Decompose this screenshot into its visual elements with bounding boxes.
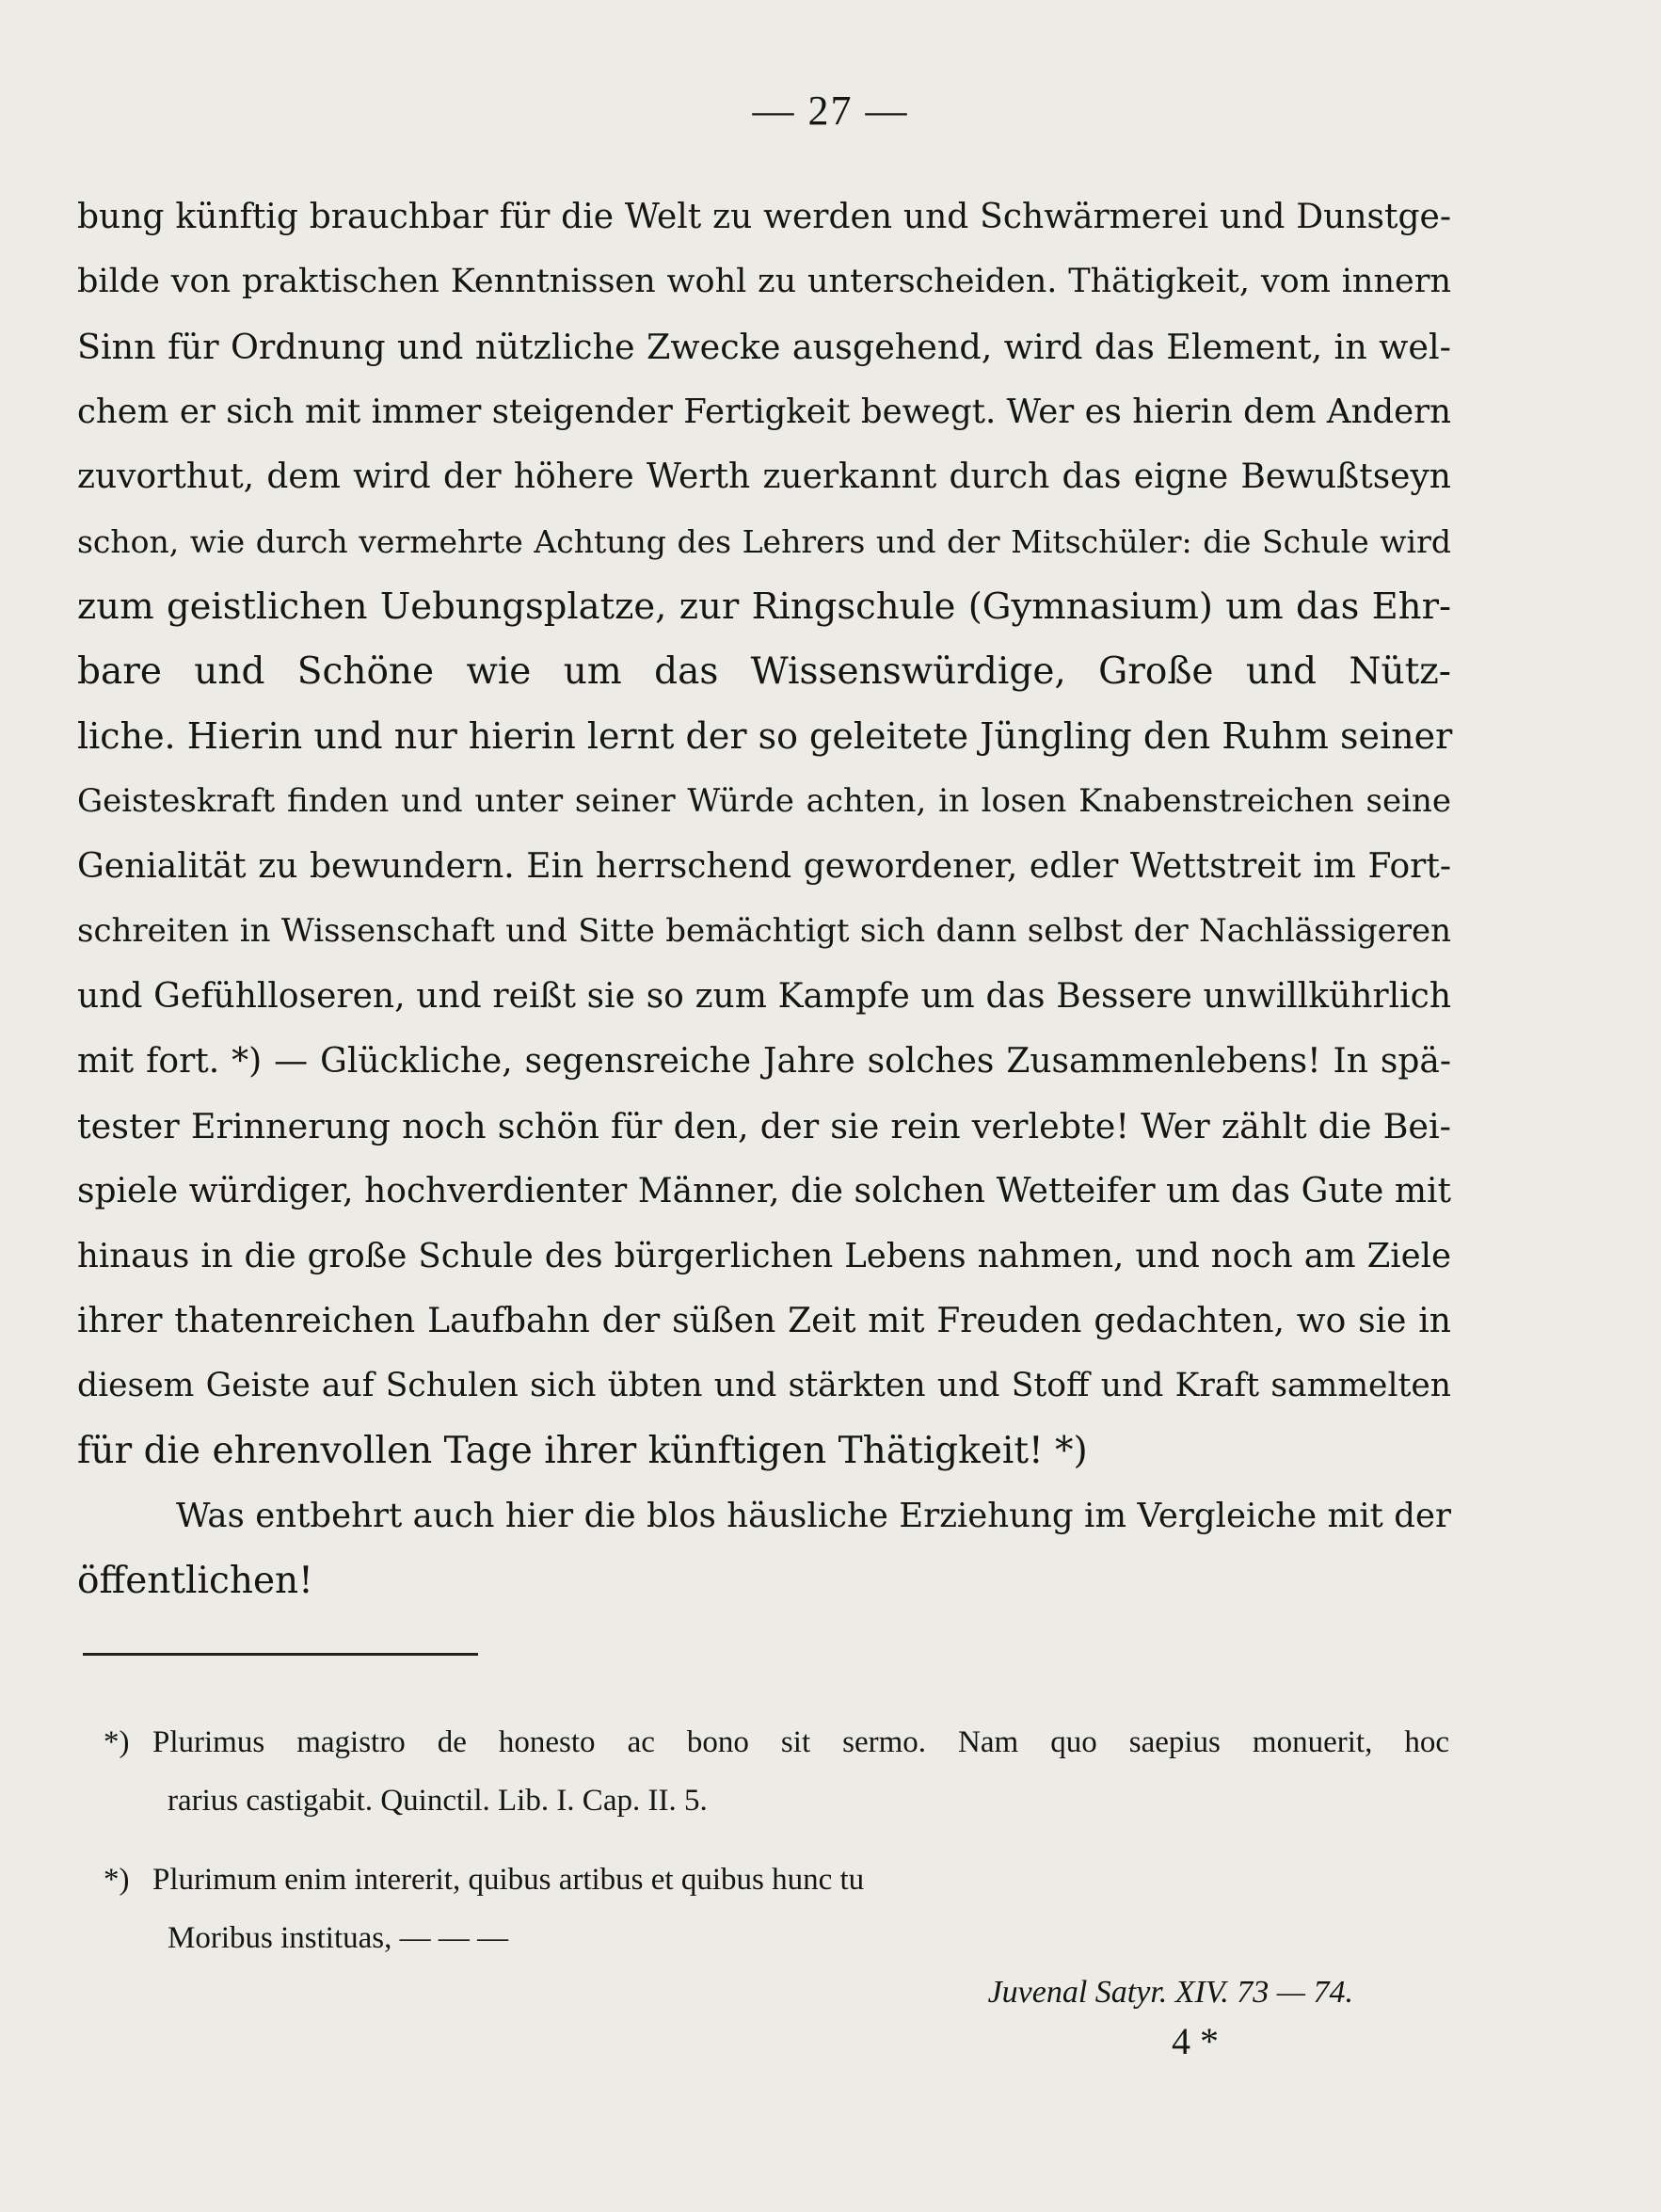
- footnote-divider: [83, 1653, 478, 1656]
- footnote-mark: *): [104, 1863, 130, 1897]
- text-line: diesem Geiste auf Schulen sich übten und stärkten und Stoff und Kraft sammelten: [77, 1367, 1451, 1404]
- footnote-line: rarius castigabit. Quinctil. Lib. I. Cap. II. 5.: [168, 1784, 708, 1818]
- text-line: öffentlichen!: [77, 1560, 313, 1602]
- citation: Juvenal Satyr. XIV. 73 — 74.: [987, 1975, 1353, 2010]
- text-line: Was entbehrt auch hier die blos häusliche Erziehung im Vergleiche mit der: [176, 1497, 1451, 1535]
- footnote-line: Moribus instituas, — — —: [168, 1921, 509, 1955]
- footnote-line: [104, 1713, 1449, 1771]
- signature-mark: 4 *: [1172, 2020, 1219, 2062]
- text-line: für die ehrenvollen Tage ihrer künftigen Thätigkeit! *): [77, 1430, 1088, 1472]
- main-text: [77, 184, 1451, 1613]
- footnote-line: [104, 1851, 1449, 1909]
- text-line: Geisteskraft finden und unter seiner Würde achten, in losen Knabenstreichen seine: [77, 782, 1451, 820]
- footnotes: [104, 1713, 1449, 1967]
- text-line: und Gefühlloseren, und reißt sie so zum Kampfe um das Bessere unwillkührlich: [77, 977, 1451, 1016]
- footnote-mark: *): [104, 1725, 130, 1759]
- text-line: spiele würdiger, hochverdienter Männer, die solchen Wetteifer um das Gute mit: [77, 1172, 1451, 1210]
- text-line: Sinn für Ordnung und nützliche Zwecke ausgehend, wird das Element, in wel-: [77, 327, 1451, 367]
- text-line: chem er sich mit immer steigender Fertigkeit bewegt. Wer es hierin dem Andern: [77, 393, 1451, 431]
- text-line: bung künftig brauchbar für die Welt zu werden und Schwärmerei und Dunstge-: [77, 198, 1451, 236]
- footnote-text: Plurimum enim intererit, quibus artibus et quibus hunc tu: [152, 1863, 865, 1897]
- text-line: ihrer thatenreichen Laufbahn der süßen Zeit mit Freuden gedachten, wo sie in: [77, 1302, 1451, 1340]
- text-line: tester Erinnerung noch schön für den, der sie rein verlebte! Wer zählt die Bei-: [77, 1106, 1451, 1146]
- footnote-text: Plurimus magistro de honesto ac bono sit sermo. Nam quo saepius monuerit, hoc: [152, 1725, 1449, 1759]
- text-line: liche. Hierin und nur hierin lernt der so geleitete Jüngling den Ruhm seiner: [77, 715, 1453, 757]
- text-line: Genialität zu bewundern. Ein herrschend gewordener, edler Wettstreit im Fort-: [77, 847, 1451, 886]
- text-line: bare und Schöne wie um das Wissenswürdige, Große und Nütz-: [77, 650, 1451, 693]
- text-line: bilde von praktischen Kenntnissen wohl zu unterscheiden. Thätigkeit, vom innern: [77, 263, 1451, 300]
- text-line: zum geistlichen Uebungsplatze, zur Ringschule (Gymnasium) um das Ehr-: [77, 585, 1451, 628]
- text-line: zuvorthut, dem wird der höhere Werth zuerkannt durch das eigne Bewußtseyn: [77, 457, 1451, 496]
- text-line: schreiten in Wissenschaft und Sitte bemächtigt sich dann selbst der Nachlässigeren: [77, 912, 1451, 950]
- text-line: hinaus in die große Schule des bürgerlichen Lebens nahmen, und noch am Ziele: [77, 1237, 1451, 1275]
- text-line: mit fort. *) — Glückliche, segensreiche Jahre solches Zusammenlebens! In spä-: [77, 1042, 1451, 1081]
- page-number: — 27 —: [752, 88, 909, 134]
- text-line: schon, wie durch vermehrte Achtung des Lehrers und der Mitschüler: die Schule wird: [77, 523, 1451, 560]
